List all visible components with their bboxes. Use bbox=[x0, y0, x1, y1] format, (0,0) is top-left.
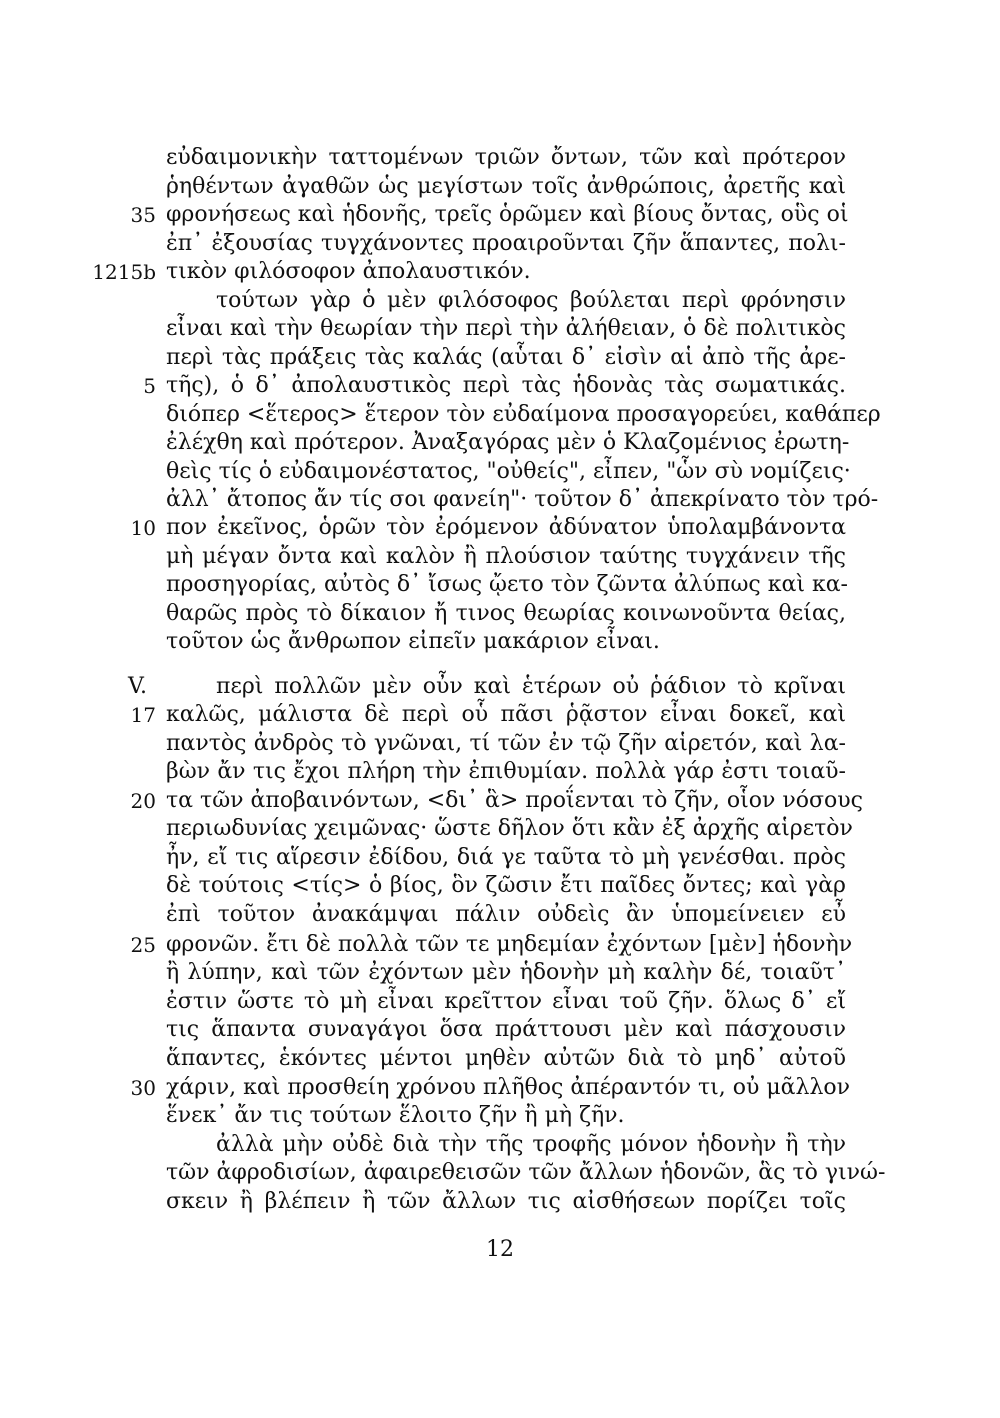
text-line: ἐστιν ὥστε τὸ μὴ εἶναι κρεῖττον εἶναι τοῦ ζῆν. ὅλως δ᾽ εἴ bbox=[166, 989, 846, 1014]
text-line: προσηγορίας, αὐτὸς δ᾽ ἴσως ᾤετο τὸν ζῶντα ἀλύπως καὶ κα- bbox=[166, 572, 848, 597]
text-line: ἢ λύπην, καὶ τῶν ἐχόντων μὲν ἡδονὴν μὴ καλὴν δέ, τοιαῦτ᾽ bbox=[166, 960, 846, 985]
text-line: ἦν, εἴ τις αἵρεσιν ἐδίδου, διά γε ταῦτα τὸ μὴ γενέσθαι. πρὸς bbox=[166, 845, 846, 870]
line-number-35: 35 bbox=[130, 203, 156, 227]
line-number-1215b: 1215b bbox=[92, 260, 156, 284]
text-line: ἐπὶ τοῦτον ἀνακάμψαι πάλιν οὐδεὶς ἂν ὑπομείνειεν εὖ bbox=[166, 902, 846, 927]
text-line: περὶ πολλῶν μὲν οὖν καὶ ἑτέρων οὐ ῥάδιον τὸ κρῖναι bbox=[216, 674, 846, 699]
text-line: ἕνεκ᾽ ἄν τις τούτων ἕλοιτο ζῆν ἢ μὴ ζῆν. bbox=[166, 1103, 625, 1128]
text-line: θαρῶς πρὸς τὸ δίκαιον ἤ τινος θεωρίας κοινωνοῦντα θείας, bbox=[166, 601, 846, 626]
text-line: τις ἅπαντα συναγάγοι ὅσα πράττουσι μὲν καὶ πάσχουσιν bbox=[166, 1017, 846, 1042]
text-line: παντὸς ἀνδρὸς τὸ γνῶναι, τί τῶν ἐν τῷ ζῆν αἱρετόν, καὶ λα- bbox=[166, 731, 846, 756]
text-line: πον ἐκεῖνος, ὁρῶν τὸν ἐρόμενον ἀδύνατον ὑπολαμβάνοντα bbox=[166, 515, 846, 540]
text-line: σκειν ἢ βλέπειν ἢ τῶν ἄλλων τις αἰσθήσεων πορίζει τοῖς bbox=[166, 1189, 846, 1214]
text-line: φρονήσεως καὶ ἡδονῆς, τρεῖς ὁρῶμεν καὶ βίους ὄντας, οὓς οἱ bbox=[166, 202, 849, 227]
text-line: τα τῶν ἀποβαινόντων, <δι᾽ ἃ> προΐενται τὸ ζῆν, οἷον νόσους bbox=[166, 788, 863, 813]
section-marker: V. bbox=[128, 674, 148, 699]
line-number-5: 5 bbox=[143, 374, 156, 398]
text-line: εἶναι καὶ τὴν θεωρίαν τὴν περὶ τὴν ἀλήθειαν, ὁ δὲ πολιτικὸς bbox=[166, 316, 846, 341]
text-line: περιωδυνίας χειμῶνας· ὥστε δῆλον ὅτι κἂν ἐξ ἀρχῆς αἱρετὸν bbox=[166, 816, 853, 841]
text-line: περὶ τὰς πράξεις τὰς καλάς (αὗται δ᾽ εἰσὶν αἱ ἀπὸ τῆς ἀρε- bbox=[166, 345, 846, 370]
text-line: τοῦτον ὡς ἄνθρωπον εἰπεῖν μακάριον εἶναι. bbox=[166, 629, 660, 654]
page-number: 12 bbox=[486, 1237, 514, 1262]
text-line: βὼν ἄν τις ἔχοι πλήρη τὴν ἐπιθυμίαν. πολλὰ γάρ ἐστι τοιαῦ- bbox=[166, 759, 846, 784]
text-line: ῥηθέντων ἀγαθῶν ὡς μεγίστων τοῖς ἀνθρώποις, ἀρετῆς καὶ bbox=[166, 174, 846, 199]
text-line: μὴ μέγαν ὄντα καὶ καλὸν ἢ πλούσιον ταύτης τυγχάνειν τῆς bbox=[166, 544, 846, 569]
line-number-25: 25 bbox=[130, 933, 156, 957]
text-line: χάριν, καὶ προσθείη χρόνου πλῆθος ἀπέραντόν τι, οὐ μᾶλλον bbox=[166, 1075, 851, 1100]
line-number-10: 10 bbox=[130, 516, 156, 540]
text-line: δὲ τούτοις <τίς> ὁ βίος, ὃν ζῶσιν ἔτι παῖδες ὄντες; καὶ γὰρ bbox=[166, 873, 846, 898]
text-line: τῶν ἀφροδισίων, ἀφαιρεθεισῶν τῶν ἄλλων ἡδονῶν, ἃς τὸ γινώ- bbox=[166, 1160, 886, 1185]
line-number-20: 20 bbox=[130, 789, 156, 813]
line-number-30: 30 bbox=[130, 1076, 156, 1100]
text-line: ἐπ᾽ ἐξουσίας τυγχάνοντες προαιροῦνται ζῆν ἅπαντες, πολι- bbox=[166, 231, 846, 256]
text-line: εὐδαιμονικὴν ταττομένων τριῶν ὄντων, τῶν καὶ πρότερον bbox=[166, 145, 846, 170]
text-line: καλῶς, μάλιστα δὲ περὶ οὗ πᾶσι ῥᾷστον εἶναι δοκεῖ, καὶ bbox=[166, 702, 846, 727]
text-line: ἐλέχθη καὶ πρότερον. Ἀναξαγόρας μὲν ὁ Κλαζομένιος ἐρωτη- bbox=[166, 430, 850, 455]
text-line: τῆς), ὁ δ᾽ ἀπολαυστικὸς περὶ τὰς ἡδονὰς τὰς σωματικάς. bbox=[166, 373, 846, 398]
text-line: ἀλλ᾽ ἄτοπος ἄν τίς σοι φανείη"· τοῦτον δ᾽ ἀπεκρίνατο τὸν τρό- bbox=[166, 487, 879, 512]
text-line: ἅπαντες, ἑκόντες μέντοι μηθὲν αὐτῶν διὰ τὸ μηδ᾽ αὐτοῦ bbox=[166, 1046, 846, 1071]
text-line: τούτων γὰρ ὁ μὲν φιλόσοφος βούλεται περὶ φρόνησιν bbox=[216, 288, 846, 313]
text-line: τικὸν φιλόσοφον ἀπολαυστικόν. bbox=[166, 259, 531, 284]
text-line: θεὶς τίς ὁ εὐδαιμονέστατος, "οὐθείς", εἶπεν, "ὧν σὺ νομίζεις· bbox=[166, 459, 851, 484]
text-line: φρονῶν. ἔτι δὲ πολλὰ τῶν τε μηδεμίαν ἐχόντων [μὲν] ἡδονὴν bbox=[166, 932, 853, 957]
text-line: ἀλλὰ μὴν οὐδὲ διὰ τὴν τῆς τροφῆς μόνον ἡδονὴν ἢ τὴν bbox=[216, 1132, 846, 1157]
line-number-17: 17 bbox=[130, 703, 156, 727]
text-line: διόπερ <ἕτερος> ἕτερον τὸν εὐδαίμονα προσαγορεύει, καθάπερ bbox=[166, 402, 881, 427]
